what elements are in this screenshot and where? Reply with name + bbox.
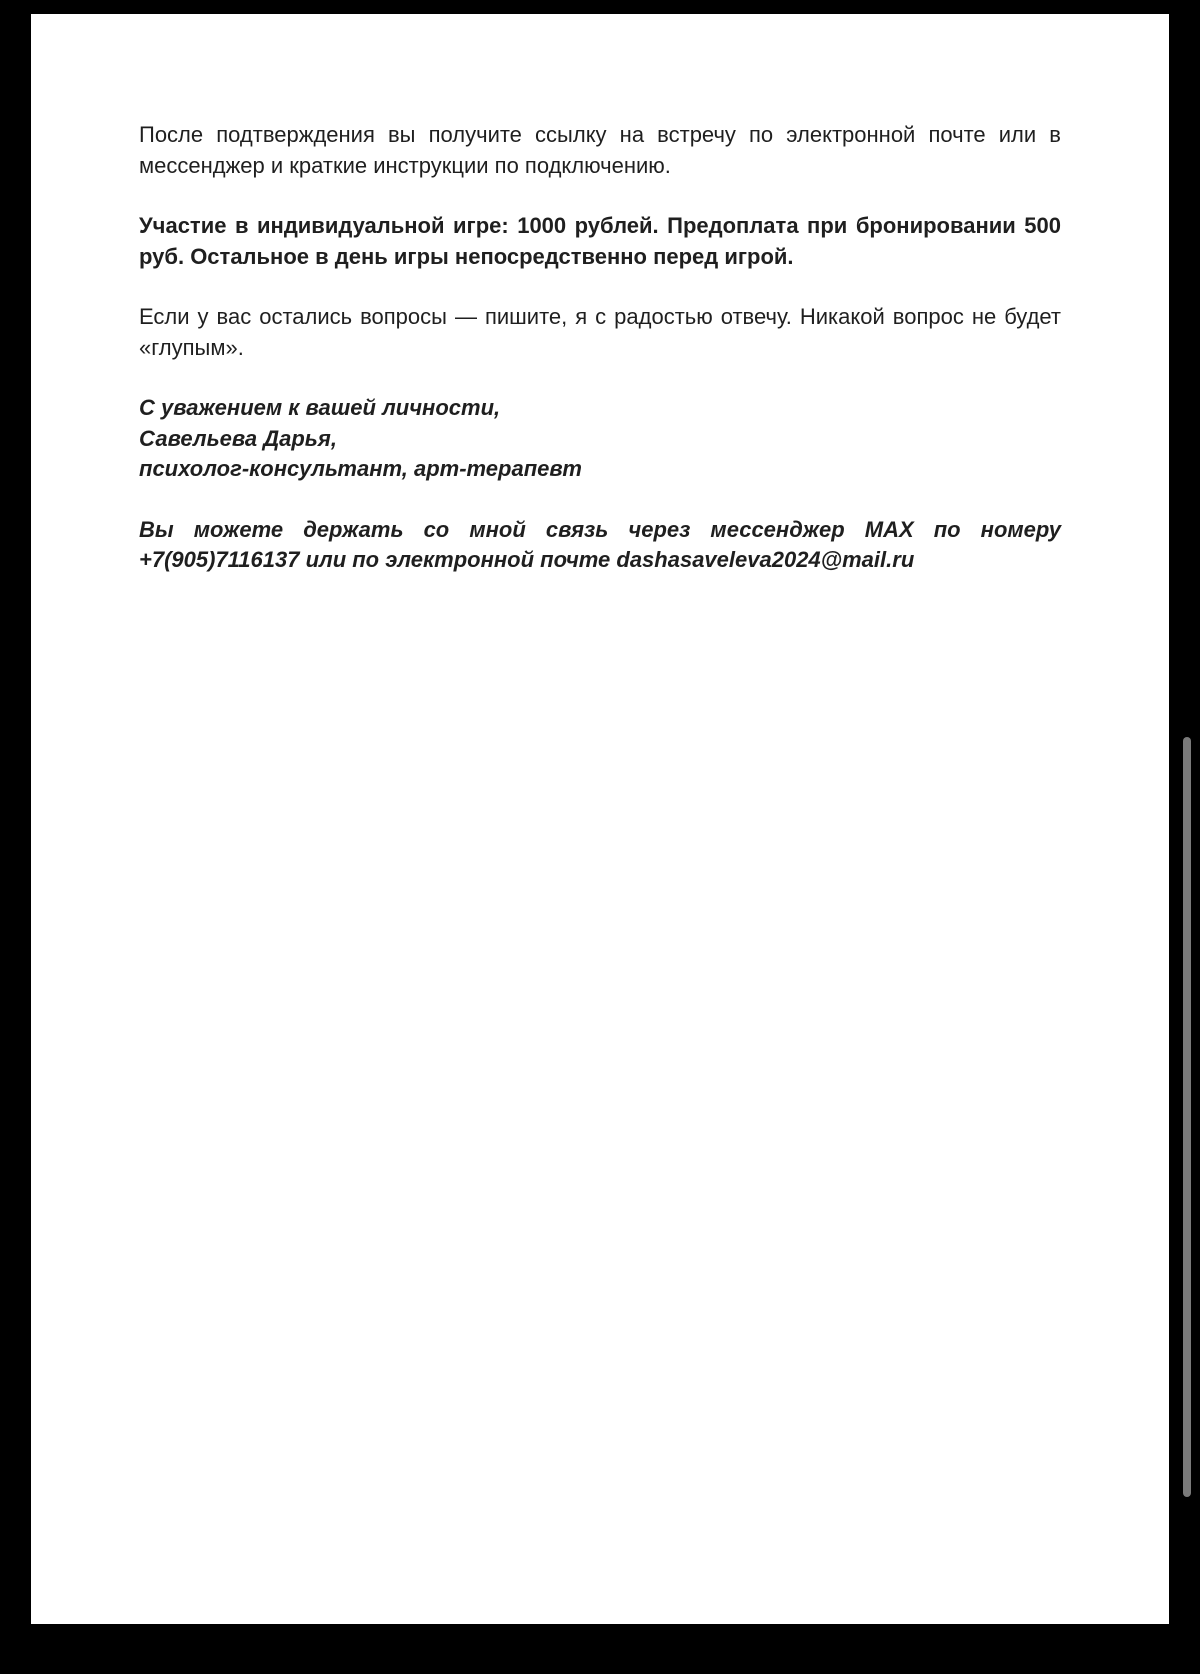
page-content — [139, 120, 1061, 606]
confirmation-paragraph: После подтверждения вы получите ссылку на встречу по электронной почте или в мессенджер и краткие инструкции по подключению. — [139, 122, 1061, 178]
document-page[interactable] — [31, 14, 1169, 1624]
price-paragraph: Участие в индивидуальной игре: 1000 рублей. Предоплата при бронировании 500 руб. Остальное в день игры непосредственно перед игрой. — [139, 213, 1061, 269]
vertical-scrollbar[interactable] — [1183, 737, 1191, 1497]
signature-block — [139, 393, 1061, 485]
signature-name: Савельева Дарья, — [139, 425, 337, 451]
signature-greeting: С уважением к вашей личности, — [139, 395, 501, 420]
contact-paragraph: Вы можете держать со мной связь через мессенджер MAX по номеру +7(905)7116137 или по электронной почте dashasaveleva2024@mail.ru — [139, 516, 1061, 572]
questions-paragraph: Если у вас остались вопросы — пишите, я с радостью отвечу. Никакой вопрос не будет «глупым». — [139, 304, 1061, 360]
signature-title: психолог-консультант, арт-терапевт — [139, 456, 582, 481]
